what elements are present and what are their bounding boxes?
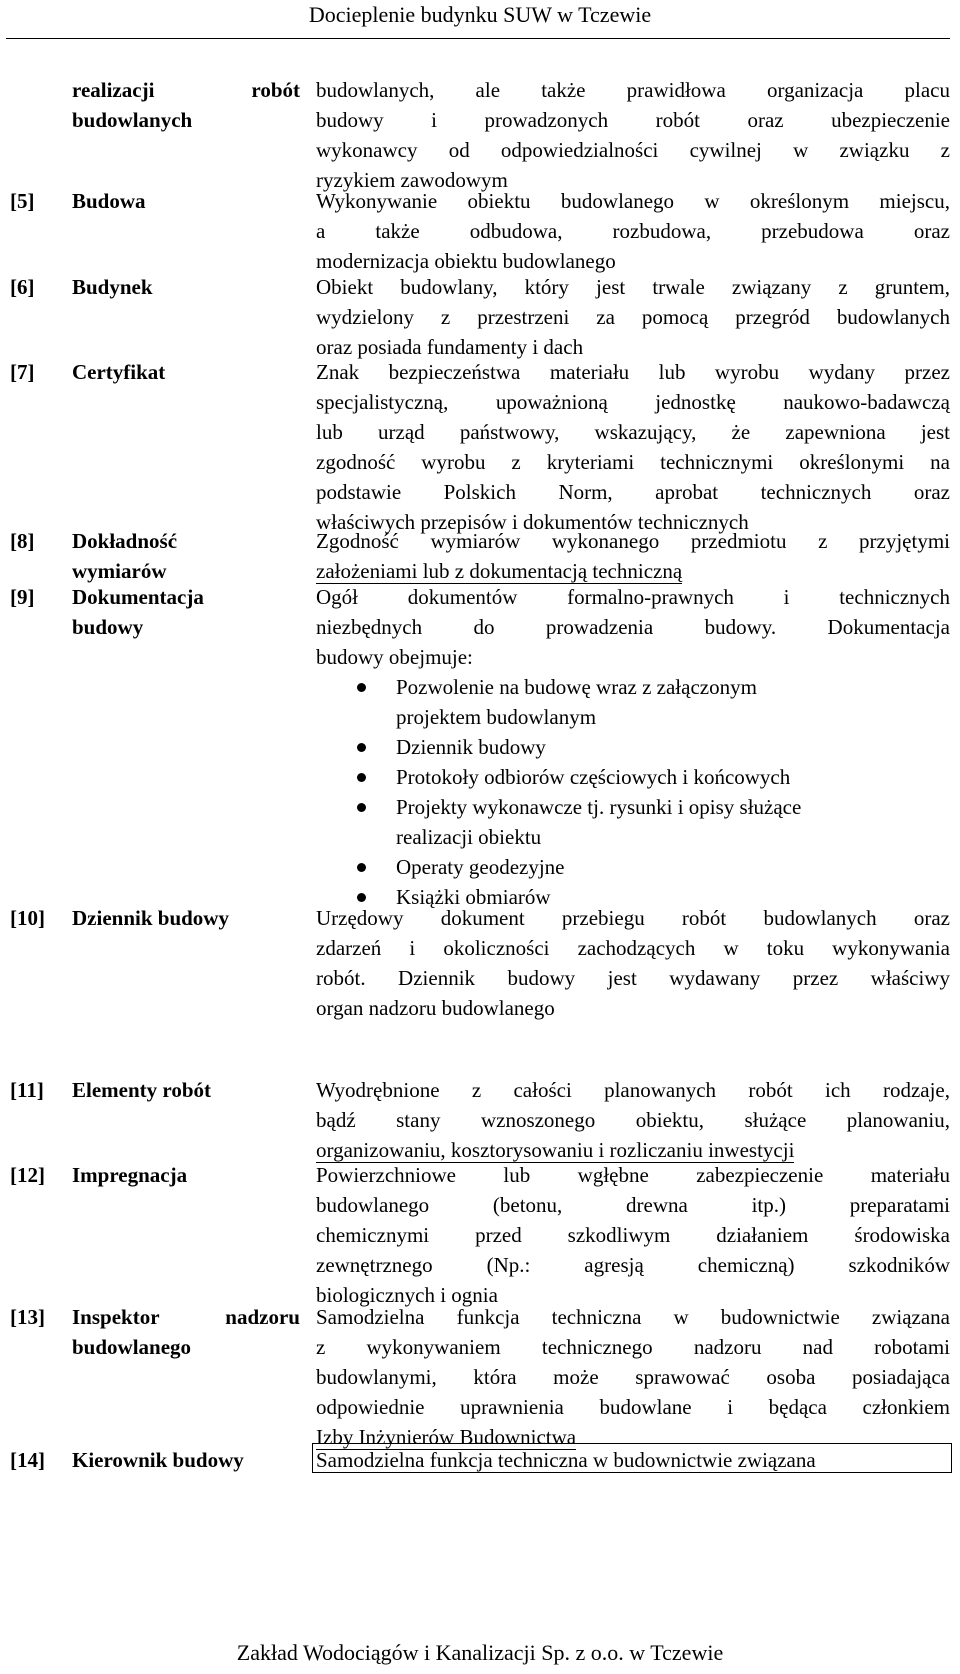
definition-line: Wyodrębnione z całości planowanych robót ich rodzaje, <box>316 1078 950 1102</box>
term <box>10 1445 300 1475</box>
bullet-text: Operaty geodezyjne <box>396 855 565 879</box>
definition-line: budowy i prowadzonych robót oraz ubezpieczenie <box>316 108 950 132</box>
definition-line: Zgodność wymiarów wykonanego przedmiotu z przyjętymi <box>316 529 950 553</box>
term-name-line: Dziennik budowy <box>72 906 229 930</box>
term <box>10 75 300 135</box>
definition-line: zgodność wyrobu z kryteriami technicznymi określonymi na <box>316 450 950 474</box>
page-footer: Zakład Wodociągów i Kanalizacji Sp. z o.o. w Tczewie <box>236 1640 724 1665</box>
bullet-icon <box>357 773 366 782</box>
definition <box>316 1445 950 1475</box>
term-name-line: realizacji robót <box>72 78 300 102</box>
term <box>10 903 300 933</box>
definition-line: budowy obejmuje: <box>316 645 473 669</box>
term-number: [6] <box>10 275 35 299</box>
bullet-icon <box>357 803 366 812</box>
term <box>10 1160 300 1190</box>
definition-line: lub urząd państwowy, wskazujący, że zapewniona jest <box>316 420 950 444</box>
definition <box>316 1160 950 1310</box>
term <box>10 186 300 216</box>
definition-line: robót. Dziennik budowy jest wydawany przez właściwy <box>316 966 950 990</box>
page-header: Docieplenie budynku SUW w Tczewie <box>308 2 652 27</box>
definition-line: budowlanych, ale także prawidłowa organizacja placu <box>316 78 950 102</box>
bullet-icon <box>357 893 366 902</box>
bullet-icon <box>357 863 366 872</box>
term-name <box>72 186 300 216</box>
term-name <box>72 272 300 302</box>
definition-line: Ogół dokumentów formalno-prawnych i technicznych <box>316 585 950 609</box>
definition-line: Wykonywanie obiektu budowlanego w określonym miejscu, <box>316 189 950 213</box>
definition-line: podstawie Polskich Norm, aprobat technicznych oraz <box>316 480 950 504</box>
definition-line: organ nadzoru budowlanego <box>316 996 555 1020</box>
term-number: [8] <box>10 529 35 553</box>
term-name-line: Dokumentacja <box>72 585 204 609</box>
definition-line: z wykonywaniem technicznego nadzoru nad robotami <box>316 1335 950 1359</box>
definition-line: oraz posiada fundamenty i dach <box>316 335 584 359</box>
definition-line: wydzielony z przestrzeni za pomocą przegród budowlanych <box>316 305 950 329</box>
definition <box>316 582 950 912</box>
term-number: [10] <box>10 906 45 930</box>
definition-line: wykonawcy od odpowiedzialności cywilnej w związku z <box>316 138 950 162</box>
definition-line: zdarzeń i okoliczności zachodzących w toku wykonywania <box>316 936 950 960</box>
term <box>10 272 300 302</box>
term-name-line: Budowa <box>72 189 146 213</box>
term-name-line: Inspektor nadzoru <box>72 1305 300 1329</box>
term-name-line: budowlanych <box>72 108 193 132</box>
definition-line: Urzędowy dokument przebiegu robót budowlanych oraz <box>316 906 950 930</box>
bullet-text: realizacji obiektu <box>396 825 542 849</box>
term-name-line: budowy <box>72 615 144 639</box>
term-number: [7] <box>10 360 35 384</box>
definition-line: a także odbudowa, rozbudowa, przebudowa oraz <box>316 219 950 243</box>
bullet-text: Dziennik budowy <box>396 735 546 759</box>
definition-line-text: założeniami lub z dokumentacją techniczną <box>316 559 683 583</box>
header-rule <box>6 38 950 39</box>
definition-line: modernizacja obiektu budowlanego <box>316 249 616 273</box>
definition-line-text: Izby Inżynierów Budownictwa <box>316 1425 577 1449</box>
term-name <box>72 1160 300 1190</box>
definition-line: bądź stany wznoszonego obiektu, służące planowaniu, <box>316 1108 950 1132</box>
term <box>10 1302 300 1362</box>
term-number: [11] <box>10 1078 44 1102</box>
term <box>10 1075 300 1105</box>
definition-line: właściwych przepisów i dokumentów technicznych <box>316 510 749 534</box>
term-name-line: Certyfikat <box>72 360 166 384</box>
definition-line: ryzykiem zawodowym <box>316 168 508 192</box>
definition-line: Znak bezpieczeństwa materiału lub wyrobu wydany przez <box>316 360 950 384</box>
bullet-item <box>316 732 950 762</box>
term <box>10 357 300 387</box>
bullet-text: Pozwolenie na budowę wraz z załączonym <box>396 675 757 699</box>
bullet-item <box>316 672 950 732</box>
definition-line: Samodzielna funkcja techniczna w budownictwie związana <box>316 1448 816 1472</box>
definition-line: niezbędnych do prowadzenia budowy. Dokumentacja <box>316 615 950 639</box>
definition-line: biologicznych i ognia <box>316 1283 498 1307</box>
bullet-icon <box>357 683 366 692</box>
definition-line: Obiekt budowlany, który jest trwale związany z gruntem, <box>316 275 950 299</box>
term-name <box>72 1075 300 1105</box>
term-name-line: Dokładność <box>72 529 178 553</box>
term-name <box>72 903 300 933</box>
definition-line: odpowiednie uprawnienia budowlane i będąca członkiem <box>316 1395 950 1419</box>
term-number: [14] <box>10 1448 45 1472</box>
term-name <box>72 1302 300 1362</box>
bullet-text: Projekty wykonawcze tj. rysunki i opisy służące <box>396 795 802 819</box>
term <box>10 582 300 642</box>
term-number: [12] <box>10 1163 45 1187</box>
term-name-line: wymiarów <box>72 559 167 583</box>
term-name <box>72 357 300 387</box>
definition <box>316 357 950 537</box>
bullet-item <box>316 852 950 882</box>
bullet-item <box>316 792 950 852</box>
bullet-text: projektem budowlanym <box>396 705 597 729</box>
term-name-line: Elementy robót <box>72 1078 212 1102</box>
term-number: [13] <box>10 1305 45 1329</box>
term-number <box>10 75 72 135</box>
definition-line: budowlanymi, która może sprawować osoba posiadająca <box>316 1365 950 1389</box>
term-number: [5] <box>10 189 35 213</box>
definition <box>316 1302 950 1452</box>
definition-line: Powierzchniowe lub wgłębne zabezpieczenie materiału <box>316 1163 950 1187</box>
definition <box>316 272 950 362</box>
term <box>10 526 300 586</box>
term-name-line: Budynek <box>72 275 153 299</box>
term-name-line: Impregnacja <box>72 1163 188 1187</box>
term-name-line: budowlanego <box>72 1335 192 1359</box>
term-name <box>72 526 300 586</box>
definition-line: chemicznymi przed szkodliwym działaniem środowiska <box>316 1223 950 1247</box>
definition-line: zewnętrznego (Np.: agresją chemiczną) szkodników <box>316 1253 950 1277</box>
definition-line-text: organizowaniu, kosztorysowaniu i rozliczaniu inwestycji <box>316 1138 795 1162</box>
bullet-icon <box>357 743 366 752</box>
bullet-text: Książki obmiarów <box>396 885 551 909</box>
definition <box>316 1075 950 1165</box>
term-name <box>72 582 300 642</box>
definition-line: budowlanego (betonu, drewna itp.) preparatami <box>316 1193 950 1217</box>
term-name <box>72 75 300 135</box>
term-number: [9] <box>10 585 35 609</box>
definition <box>316 903 950 1023</box>
definition <box>316 526 950 586</box>
definition <box>316 75 950 195</box>
bullet-text: Protokoły odbiorów częściowych i końcowych <box>396 765 791 789</box>
term-name <box>72 1445 300 1475</box>
definition <box>316 186 950 276</box>
term-name-line: Kierownik budowy <box>72 1448 244 1472</box>
bullet-list <box>316 672 950 912</box>
bullet-item <box>316 762 950 792</box>
definition-line: Samodzielna funkcja techniczna w budownictwie związana <box>316 1305 950 1329</box>
definition-line: specjalistyczną, upoważnioną jednostkę naukowo-badawczą <box>316 390 950 414</box>
